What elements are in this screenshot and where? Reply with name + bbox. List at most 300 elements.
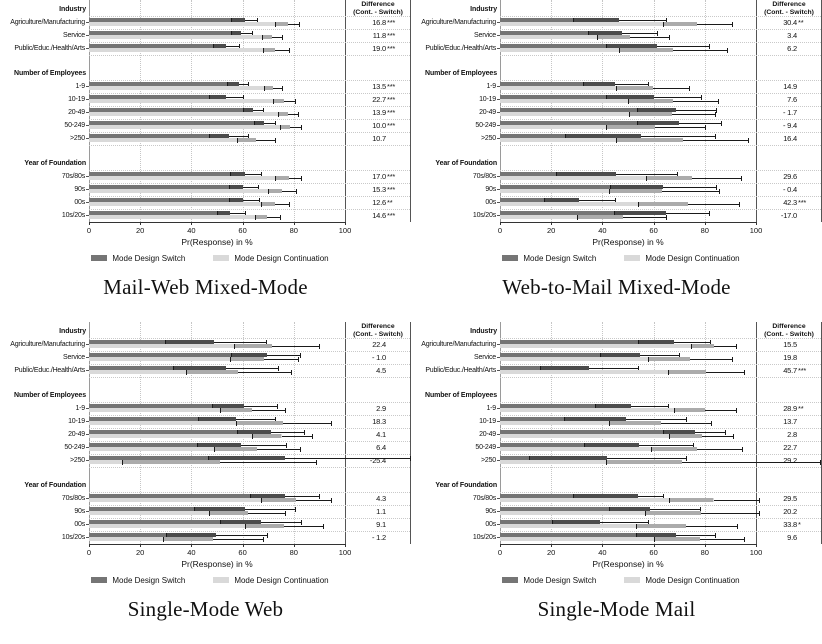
category-label: 20-49 <box>479 109 496 116</box>
bar-row-90s <box>500 505 756 518</box>
switch-whisker <box>267 355 301 356</box>
difference-cell <box>346 29 409 42</box>
category-label: 10s/20s <box>61 534 85 541</box>
category-label: >250 <box>481 457 496 464</box>
difference-cell <box>757 106 820 119</box>
continuation-whisker <box>256 140 275 141</box>
difference-value: 17.0 <box>372 172 386 181</box>
difference-value: 13.9 <box>372 108 386 117</box>
x-axis-tick <box>500 222 501 225</box>
difference-value: 9.1 <box>376 520 386 529</box>
panel-title: Mail-Web Mixed-Mode <box>103 275 308 299</box>
continuation-cap-high <box>298 112 299 117</box>
continuation-cap-low <box>275 176 276 181</box>
continuation-cap-low <box>597 35 598 40</box>
continuation-ci-segment <box>606 125 655 129</box>
x-tick-label: 60 <box>649 226 658 235</box>
bar-row-agriculture-manufacturing <box>89 16 345 29</box>
category-label: 90s <box>74 508 85 515</box>
continuation-cap-low <box>654 537 655 542</box>
switch-whisker <box>640 355 680 356</box>
category-label: Agriculture/Manufacturing <box>421 19 496 26</box>
diff-column-header <box>346 323 410 339</box>
continuation-ci-segment <box>263 48 275 52</box>
legend-swatch-continuation <box>213 255 229 261</box>
continuation-cap-high <box>280 215 281 220</box>
continuation-whisker <box>661 423 711 424</box>
difference-cell <box>346 338 409 351</box>
diff-header-line2: (Cont. - Switch) <box>764 9 814 16</box>
legend-item-switch <box>502 576 596 585</box>
continuation-cap-low <box>636 524 637 529</box>
continuation-ci-segment <box>668 370 706 374</box>
continuation-cap-low <box>252 434 253 439</box>
legend-swatch-switch <box>91 577 107 583</box>
difference-value: 22.4 <box>372 340 386 349</box>
continuation-cap-high <box>285 408 286 413</box>
switch-cap-high <box>686 456 687 461</box>
difference-cell <box>757 80 820 93</box>
switch-whisker <box>674 342 710 343</box>
continuation-whisker <box>653 88 690 89</box>
category-label: Agriculture/Manufacturing <box>421 341 496 348</box>
switch-whisker <box>253 110 263 111</box>
difference-value: 45.7 <box>783 366 797 375</box>
panel-web-to-mail-mixed-mode <box>411 0 822 322</box>
difference-cell <box>346 119 409 132</box>
continuation-cap-low <box>255 215 256 220</box>
continuation-cap-low <box>261 498 262 503</box>
continuation-ci-segment <box>230 357 264 361</box>
continuation-cap-high <box>263 537 264 542</box>
switch-whisker <box>638 496 663 497</box>
continuation-ci-segment <box>609 189 662 193</box>
difference-cell <box>757 132 820 145</box>
switch-whisker <box>663 187 717 188</box>
continuation-whisker <box>706 372 744 373</box>
continuation-whisker <box>273 88 282 89</box>
x-axis-tick <box>89 222 90 225</box>
continuation-whisker <box>296 500 331 501</box>
continuation-bar <box>89 112 288 116</box>
continuation-cap-high <box>742 447 743 452</box>
bar-row-10s-20s <box>500 531 756 544</box>
x-axis-tick <box>294 544 295 547</box>
section-header-number-of-employees: Number of Employees <box>424 392 497 399</box>
continuation-whisker <box>288 24 299 25</box>
legend-label-switch: Mode Design Switch <box>523 575 597 585</box>
continuation-ci-segment <box>252 434 282 438</box>
continuation-ci-segment <box>262 35 272 39</box>
continuation-cap-high <box>298 357 299 362</box>
continuation-whisker <box>702 436 733 437</box>
continuation-cap-high <box>744 370 745 375</box>
difference-cell <box>757 351 820 364</box>
continuation-cap-low <box>668 370 669 375</box>
x-axis-tick <box>345 544 346 547</box>
switch-cap-high <box>716 108 717 113</box>
continuation-whisker <box>264 359 298 360</box>
continuation-whisker <box>289 178 302 179</box>
section-header-number-of-employees: Number of Employees <box>13 70 86 77</box>
bar-row-1-9 <box>89 80 345 93</box>
switch-cap-high <box>721 121 722 126</box>
difference-value: 15.5 <box>783 340 797 349</box>
category-label: 10-19 <box>68 96 85 103</box>
difference-value: 14.9 <box>783 82 797 91</box>
continuation-cap-high <box>323 524 324 529</box>
diff-header-line1: Difference <box>361 323 395 330</box>
legend-swatch-continuation <box>624 255 640 261</box>
bar-row-00s <box>89 196 345 209</box>
switch-cap-high <box>300 353 301 358</box>
continuation-bar <box>89 176 289 180</box>
switch-whisker <box>243 200 260 201</box>
continuation-cap-low <box>264 86 265 91</box>
significance-stars: *** <box>387 108 396 117</box>
difference-cell <box>346 454 409 467</box>
diff-header-line2: (Cont. - Switch) <box>353 9 403 16</box>
switch-whisker <box>243 187 258 188</box>
bar-row-public-educ-health-arts <box>89 364 345 377</box>
switch-whisker <box>236 419 275 420</box>
significance-stars: ** <box>798 18 804 27</box>
section-header-industry: Industry <box>59 6 86 13</box>
switch-cap-high <box>686 417 687 422</box>
switch-whisker <box>600 522 649 523</box>
legend-label-switch: Mode Design Switch <box>112 575 186 585</box>
continuation-ci-segment <box>638 202 687 206</box>
difference-value: 4.3 <box>376 494 386 503</box>
continuation-cap-low <box>209 511 210 516</box>
legend-swatch-continuation <box>213 577 229 583</box>
category-label: Service <box>63 354 85 361</box>
difference-cell <box>346 402 409 415</box>
legend <box>451 574 791 586</box>
continuation-cap-high <box>736 344 737 349</box>
continuation-ci-segment <box>648 357 690 361</box>
category-label: 50-249 <box>475 444 496 451</box>
legend <box>40 574 380 586</box>
switch-whisker <box>241 445 286 446</box>
significance-stars: *** <box>387 172 396 181</box>
x-axis-line <box>500 222 757 223</box>
x-axis-tick <box>243 222 244 225</box>
difference-cell <box>346 132 409 145</box>
continuation-whisker <box>267 217 280 218</box>
continuation-ci-segment <box>275 22 289 26</box>
legend-label-continuation: Mode Design Continuation <box>234 253 329 263</box>
panel-title: Single-Mode Web <box>127 597 284 621</box>
difference-cell <box>757 518 820 531</box>
continuation-whisker <box>213 539 263 540</box>
section-header-year-of-foundation: Year of Foundation <box>435 160 497 167</box>
continuation-cap-high <box>732 357 733 362</box>
continuation-cap-low <box>214 447 215 452</box>
difference-cell <box>346 42 409 55</box>
switch-whisker <box>226 97 243 98</box>
category-label: 1-9 <box>75 83 85 90</box>
switch-whisker <box>229 136 248 137</box>
section-header-industry: Industry <box>470 6 497 13</box>
difference-value: 2.9 <box>376 404 386 413</box>
x-tick-label: 0 <box>86 226 92 235</box>
switch-whisker <box>657 46 708 47</box>
continuation-cap-high <box>711 421 712 426</box>
difference-value: 16.4 <box>783 134 797 143</box>
bar-row-10s-20s <box>89 531 345 544</box>
continuation-whisker <box>248 513 285 514</box>
bar-row--250 <box>500 454 756 467</box>
switch-cap-high <box>278 366 279 371</box>
difference-value: 4.5 <box>376 366 386 375</box>
switch-cap-high <box>701 95 702 100</box>
category-label: 70s/80s <box>61 495 85 502</box>
continuation-whisker <box>701 513 758 514</box>
continuation-ci-segment <box>628 99 673 103</box>
continuation-cap-low <box>609 421 610 426</box>
difference-cell <box>757 531 820 544</box>
row-separator <box>89 55 410 56</box>
continuation-cap-low <box>669 498 670 503</box>
panel-mail-web-mixed-mode <box>0 0 411 322</box>
continuation-ci-segment <box>669 434 702 438</box>
bar-row-agriculture-manufacturing <box>500 16 756 29</box>
continuation-ci-segment <box>645 511 702 515</box>
legend-label-continuation: Mode Design Continuation <box>234 575 329 585</box>
continuation-bar <box>89 215 267 219</box>
switch-whisker <box>607 458 685 459</box>
continuation-ci-segment <box>636 524 687 528</box>
x-tick-label: 40 <box>187 548 196 557</box>
x-tick-label: 20 <box>547 226 556 235</box>
continuation-whisker <box>697 24 732 25</box>
difference-cell <box>346 196 409 209</box>
continuation-cap-high <box>301 125 302 130</box>
legend-item-switch <box>502 254 596 263</box>
difference-cell <box>346 428 409 441</box>
continuation-whisker <box>692 178 740 179</box>
continuation-whisker <box>683 140 749 141</box>
category-label: 10-19 <box>479 96 496 103</box>
continuation-cap-high <box>718 99 719 104</box>
panel-single-mode-web <box>0 322 411 644</box>
continuation-ci-segment <box>646 176 692 180</box>
continuation-cap-high <box>739 202 740 207</box>
legend-label-switch: Mode Design Switch <box>523 253 597 263</box>
difference-value: 13.5 <box>372 82 386 91</box>
continuation-cap-high <box>282 86 283 91</box>
difference-cell <box>757 364 820 377</box>
continuation-cap-low <box>616 138 617 143</box>
x-axis-title: Pr(Response) in % <box>181 559 253 569</box>
bar-row-1-9 <box>500 80 756 93</box>
continuation-cap-high <box>737 524 738 529</box>
difference-cell <box>346 183 409 196</box>
x-axis-tick <box>294 222 295 225</box>
bar-row-70s-80s <box>500 170 756 183</box>
x-axis-tick <box>756 544 757 547</box>
switch-whisker <box>245 20 257 21</box>
continuation-cap-high <box>727 48 728 53</box>
switch-cap-high <box>715 134 716 139</box>
difference-cell <box>346 518 409 531</box>
difference-cell <box>757 183 820 196</box>
row-separator <box>500 467 821 468</box>
category-label: 90s <box>74 186 85 193</box>
continuation-cap-high <box>732 22 733 27</box>
difference-value: 29.5 <box>783 494 797 503</box>
switch-whisker <box>579 200 615 201</box>
continuation-ci-segment <box>261 202 275 206</box>
bar-row-20-49 <box>500 428 756 441</box>
continuation-cap-low <box>262 35 263 40</box>
bar-row-70s-80s <box>500 492 756 505</box>
continuation-cap-low <box>237 138 238 143</box>
x-tick-label: 40 <box>598 226 607 235</box>
category-label: Public/Educ./Health/Arts <box>14 367 85 374</box>
difference-value: 29.2 <box>783 456 797 465</box>
continuation-whisker <box>275 50 289 51</box>
continuation-cap-high <box>733 434 734 439</box>
continuation-cap-high <box>669 35 670 40</box>
x-axis-tick <box>602 222 603 225</box>
continuation-ci-segment <box>616 138 682 142</box>
continuation-cap-high <box>744 537 745 542</box>
significance-stars: *** <box>798 366 807 375</box>
difference-value: 6.4 <box>376 443 386 452</box>
x-axis-tick <box>345 222 346 225</box>
difference-cell <box>757 428 820 441</box>
continuation-bar <box>500 344 714 348</box>
continuation-ci-segment <box>268 189 282 193</box>
switch-whisker <box>619 20 666 21</box>
continuation-ci-segment <box>163 537 213 541</box>
continuation-cap-high <box>285 511 286 516</box>
continuation-cap-high <box>705 125 706 130</box>
continuation-cap-high <box>689 86 690 91</box>
continuation-cap-high <box>289 202 290 207</box>
continuation-whisker <box>714 346 736 347</box>
switch-cap-high <box>286 443 287 448</box>
row-separator <box>89 145 410 146</box>
continuation-whisker <box>688 204 740 205</box>
difference-cell <box>346 170 409 183</box>
bar-row-50-249 <box>500 119 756 132</box>
switch-whisker <box>631 406 667 407</box>
legend-item-continuation <box>213 254 328 263</box>
continuation-ci-segment <box>597 35 630 39</box>
continuation-cap-low <box>230 357 231 362</box>
significance-stars: ** <box>387 198 393 207</box>
continuation-whisker <box>672 114 715 115</box>
continuation-whisker <box>282 436 312 437</box>
switch-whisker <box>622 33 658 34</box>
continuation-cap-low <box>234 344 235 349</box>
diff-header-line2: (Cont. - Switch) <box>353 331 403 338</box>
difference-cell <box>346 80 409 93</box>
x-tick-label: 100 <box>749 548 763 557</box>
continuation-ci-segment <box>280 125 290 129</box>
continuation-ci-segment <box>214 447 257 451</box>
continuation-cap-low <box>122 460 123 465</box>
bar-row-1-9 <box>500 402 756 415</box>
switch-cap-high <box>267 533 268 538</box>
difference-value: 14.6 <box>372 211 386 220</box>
continuation-cap-low <box>609 189 610 194</box>
continuation-cap-low <box>606 460 607 465</box>
category-label: 90s <box>485 186 496 193</box>
continuation-whisker <box>623 217 667 218</box>
continuation-bar <box>89 202 275 206</box>
significance-stars: *** <box>387 211 396 220</box>
significance-stars: *** <box>387 31 396 40</box>
x-axis-tick <box>654 222 655 225</box>
section-header-number-of-employees: Number of Employees <box>424 70 497 77</box>
continuation-ci-segment <box>619 48 673 52</box>
switch-whisker <box>245 509 295 510</box>
significance-stars: *** <box>387 121 396 130</box>
x-axis-tick <box>89 544 90 547</box>
continuation-cap-low <box>236 421 237 426</box>
difference-value: 19.0 <box>372 44 386 53</box>
significance-stars: *** <box>387 18 396 27</box>
x-tick-label: 80 <box>289 548 298 557</box>
continuation-cap-high <box>741 176 742 181</box>
x-tick-label: 20 <box>547 548 556 557</box>
x-axis-tick <box>654 544 655 547</box>
bar-row--250 <box>89 454 345 467</box>
x-tick-label: 80 <box>700 226 709 235</box>
difference-value: 29.6 <box>783 172 797 181</box>
continuation-cap-high <box>736 408 737 413</box>
legend-label-continuation: Mode Design Continuation <box>645 575 740 585</box>
difference-value: 30.4 <box>783 18 797 27</box>
continuation-whisker <box>284 101 295 102</box>
continuation-ci-segment <box>606 460 682 464</box>
x-tick-label: 60 <box>238 548 247 557</box>
continuation-ci-segment <box>236 421 283 425</box>
switch-whisker <box>285 496 320 497</box>
continuation-cap-low <box>619 48 620 53</box>
difference-cell <box>757 505 820 518</box>
category-label: Public/Educ./Health/Arts <box>14 45 85 52</box>
continuation-ci-segment <box>577 215 623 219</box>
significance-stars: * <box>798 520 801 529</box>
continuation-cap-low <box>663 22 664 27</box>
difference-cell <box>346 364 409 377</box>
panel-title: Single-Mode Mail <box>537 597 696 621</box>
continuation-cap-low <box>163 537 164 542</box>
category-label: 90s <box>485 508 496 515</box>
legend-item-continuation <box>624 254 739 263</box>
continuation-ci-segment <box>674 408 705 412</box>
switch-whisker <box>226 368 278 369</box>
switch-whisker <box>226 46 239 47</box>
legend-item-continuation <box>624 576 739 585</box>
diff-column-header <box>757 1 821 17</box>
continuation-cap-high <box>299 22 300 27</box>
difference-cell <box>346 209 409 222</box>
continuation-cap-high <box>289 48 290 53</box>
category-label: Public/Educ./Health/Arts <box>425 367 496 374</box>
bar-row--250 <box>500 132 756 145</box>
difference-value: 9.6 <box>787 533 797 542</box>
panel-title: Web-to-Mail Mixed-Mode <box>502 275 731 299</box>
switch-cap-high <box>295 507 296 512</box>
x-axis-title: Pr(Response) in % <box>181 237 253 247</box>
category-label: 10-19 <box>479 418 496 425</box>
